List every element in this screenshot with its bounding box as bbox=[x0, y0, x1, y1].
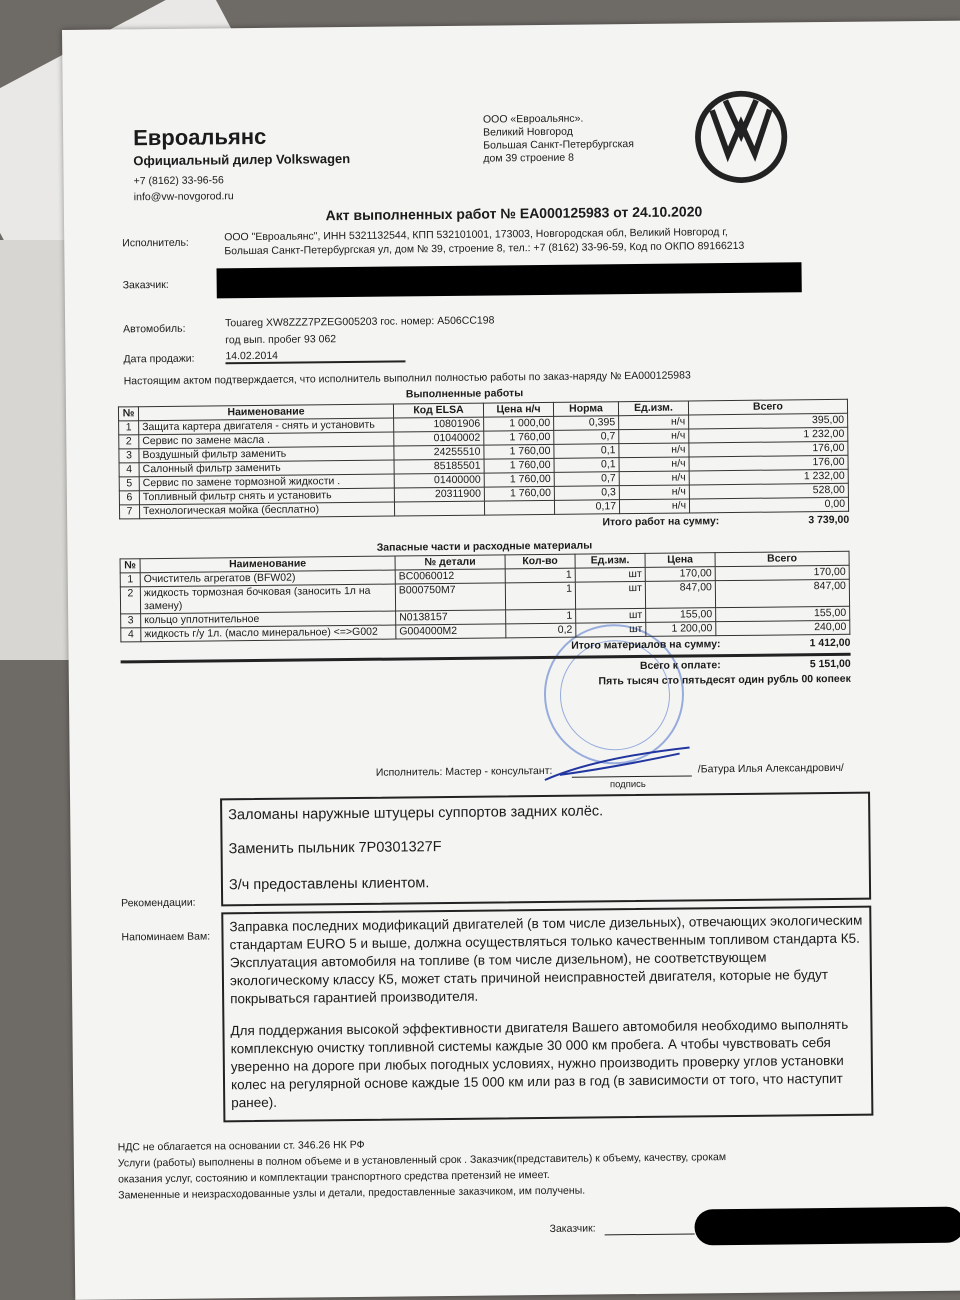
executor-label: Исполнитель: bbox=[122, 236, 189, 250]
company-email: info@vw-novgorod.ru bbox=[133, 190, 234, 204]
address-line: ООО «Евроальянс». bbox=[482, 112, 584, 126]
document-page bbox=[62, 21, 960, 1300]
vw-logo-icon bbox=[693, 88, 790, 185]
underlying-sheet bbox=[0, 240, 70, 660]
column-header: № bbox=[118, 407, 138, 421]
table-cell: 0,3 bbox=[554, 486, 619, 501]
table-cell: 3 bbox=[119, 449, 139, 463]
table-cell: 1 bbox=[120, 573, 140, 587]
table-cell: 4 bbox=[119, 463, 139, 477]
customer-label: Заказчик: bbox=[122, 278, 169, 292]
table-cell bbox=[394, 501, 484, 516]
column-header: Кол-во bbox=[505, 554, 575, 569]
executor-line: Большая Санкт-Петербургская ул, дом № 39, строение 8, тел.: +7 (8162) 33-96-59, Код по ОКПО 89166213 bbox=[224, 239, 745, 258]
company-name: Евроальянс bbox=[133, 123, 267, 151]
dealer-label: Официальный дилер Volkswagen bbox=[133, 150, 351, 169]
footer-line: Замененные и неизрасходованные узлы и детали, предоставленные заказчиком, им получены. bbox=[118, 1184, 586, 1202]
reminder-paragraph: Заправка последних модификаций двигателей (в том числе дизельных), отвечающих экологическим стандартам EURO 5 и выше, должна осуществляться только качественным топливом стандарта К5. Эксплуатация автомобиля на топливе (в том числе дизельном), не соответствующем экологическому классу К5, может стать причиной неисправностей двигателя, которые не будут покрываться гарантией производителя. bbox=[229, 912, 863, 1007]
column-header: Код ELSA bbox=[393, 403, 483, 418]
table-cell: 2 bbox=[120, 587, 140, 614]
footer-line: НДС не облагается на основании ст. 346.26 НК РФ bbox=[117, 1138, 365, 1154]
tables-section bbox=[118, 399, 851, 694]
table-cell: 01400000 bbox=[394, 473, 484, 488]
sale-date-label: Дата продажи: bbox=[123, 352, 195, 366]
executor-signature-label: Исполнитель: Мастер - консультант: bbox=[375, 764, 553, 779]
table-cell: 1 bbox=[506, 609, 576, 624]
table-cell: 20311900 bbox=[394, 487, 484, 502]
grand-total-words: Пять тысяч сто пятьдесят один рубль 00 копеек bbox=[598, 672, 851, 688]
table-cell: 528,00 bbox=[689, 483, 848, 499]
table-cell: Сервис по замене масла . bbox=[139, 432, 394, 449]
recommendation-line: Заломаны наружные штуцеры суппортов задних колёс. bbox=[228, 803, 604, 824]
table-cell: 1 232,00 bbox=[689, 427, 848, 443]
address-line: дом 39 строение 8 bbox=[483, 151, 574, 165]
table-cell: Топливный фильтр снять и установить bbox=[139, 488, 394, 505]
table-cell: 1 200,00 bbox=[646, 622, 716, 637]
grand-total-label: Всего к оплате: bbox=[639, 659, 721, 672]
table-cell: шт bbox=[575, 567, 645, 582]
table-cell: 3 bbox=[121, 614, 141, 628]
recommendations-box bbox=[220, 792, 871, 907]
table-cell: 1 760,00 bbox=[484, 472, 554, 487]
column-header: Всего bbox=[688, 399, 847, 415]
company-address bbox=[483, 112, 634, 166]
address-line: Большая Санкт-Петербургская bbox=[483, 138, 634, 152]
table-cell: шт bbox=[576, 622, 646, 637]
table-cell: кольцо уплотнительное bbox=[141, 611, 396, 628]
table-cell: жидкость тормозная бочковая (заносить 1л на замену) bbox=[140, 584, 395, 614]
column-header: Наименование bbox=[138, 404, 393, 421]
reminder-label: Напоминаем Вам: bbox=[121, 930, 211, 944]
column-header: Ед.изм. bbox=[618, 401, 688, 416]
parts-total-label: Итого материалов на сумму: bbox=[571, 638, 721, 652]
table-cell: 0,17 bbox=[554, 500, 619, 515]
table-cell: 847,00 bbox=[645, 581, 715, 609]
column-header: № детали bbox=[395, 555, 505, 570]
confirmation-text: Настоящим актом подтверждается, что исполнитель выполнил полностью работы по заказ-наряду № ЕА000125983 bbox=[123, 369, 691, 388]
signature-caption: подпись bbox=[609, 778, 646, 791]
table-cell: н/ч bbox=[619, 485, 689, 500]
table-cell: 155,00 bbox=[716, 606, 850, 621]
parts-table bbox=[120, 551, 851, 643]
company-phone: +7 (8162) 33-96-56 bbox=[133, 174, 224, 188]
reminder-paragraph: Для поддержания высокой эффективности двигателя Вашего автомобиля необходимо выполнять комплексную очистку топливной системы каждые 30 000 км пробега. А чтобы чувствовать себя уверенно на дороге при любых погодных условиях, нужно производить проверку углов установки колес на регулярной основе каждые 15 000 км или раз в год (в зависимости от того, что наступит ранее). bbox=[230, 1016, 849, 1111]
table-cell: 1 232,00 bbox=[689, 469, 848, 485]
table-cell: 1 760,00 bbox=[484, 444, 554, 459]
table-cell: 0,7 bbox=[554, 472, 619, 487]
table-cell: жидкость г/у 1л. (масло минеральное) <=>G002 bbox=[141, 625, 396, 642]
table-cell bbox=[484, 500, 554, 515]
works-total-label: Итого работ на сумму: bbox=[602, 515, 720, 529]
table-cell: G004000M2 bbox=[396, 624, 506, 639]
table-cell: 5 bbox=[119, 477, 139, 491]
table-cell: N0138157 bbox=[396, 610, 506, 625]
table-cell: 1 bbox=[505, 568, 575, 583]
address-line: Великий Новгород bbox=[483, 125, 573, 139]
parts-title: Запасные части и расходные материалы bbox=[376, 539, 593, 554]
table-cell: н/ч bbox=[619, 429, 689, 444]
table-cell: 1 760,00 bbox=[484, 458, 554, 473]
customer-signature-line bbox=[605, 1233, 695, 1235]
works-table bbox=[118, 399, 849, 520]
column-header: № bbox=[120, 559, 140, 573]
table-cell: 170,00 bbox=[645, 567, 715, 582]
column-header: Цена bbox=[645, 553, 715, 568]
column-header: Наименование bbox=[140, 556, 395, 573]
table-cell: 01040002 bbox=[394, 431, 484, 446]
table-cell: 4 bbox=[121, 628, 141, 642]
column-header: Норма bbox=[553, 402, 618, 417]
car-label: Автомобиль: bbox=[123, 322, 186, 336]
parts-total: 1 412,00 bbox=[809, 636, 851, 650]
table-cell: н/ч bbox=[619, 499, 689, 514]
footer-line: Услуги (работы) выполнены в полном объеме и в установленный срок . Заказчик(представитель) к объему, качеству, срокам bbox=[117, 1151, 727, 1170]
table-cell: BC0060012 bbox=[395, 569, 505, 584]
table-cell: 0,00 bbox=[689, 497, 848, 513]
table-cell: 2 bbox=[119, 435, 139, 449]
table-cell: шт bbox=[576, 608, 646, 623]
recommendation-line: З/ч предоставлены клиентом. bbox=[228, 875, 430, 894]
table-cell: Очиститель агрегатов (BFW02) bbox=[140, 570, 395, 587]
table-cell: 0,395 bbox=[554, 416, 619, 431]
recommendation-line: Заменить пыльник 7P0301327F bbox=[228, 839, 442, 858]
table-cell: 6 bbox=[119, 491, 139, 505]
table-cell: н/ч bbox=[619, 471, 689, 486]
executor-name: /Батура Илья Александрович/ bbox=[697, 761, 844, 776]
table-cell: 24255510 bbox=[394, 445, 484, 460]
table-cell: 176,00 bbox=[689, 441, 848, 457]
column-header: Цена н/ч bbox=[483, 402, 553, 417]
table-cell: н/ч bbox=[619, 457, 689, 472]
column-header: Ед.изм. bbox=[575, 553, 645, 568]
table-cell: 0,1 bbox=[554, 444, 619, 459]
table-cell: 10801906 bbox=[394, 417, 484, 432]
works-total: 3 739,00 bbox=[808, 513, 850, 527]
table-cell: 0,7 bbox=[554, 430, 619, 445]
table-cell: Защита картера двигателя - снять и установить bbox=[139, 418, 394, 435]
table-cell: 1 760,00 bbox=[484, 486, 554, 501]
recommendations-label: Рекомендации: bbox=[121, 896, 196, 910]
executor-line: ООО "Евроальянс", ИНН 5321132544, КПП 532101001, 173003, Новгородская обл, Великий Новгород г, bbox=[224, 226, 728, 244]
sale-date: 14.02.2014 bbox=[225, 348, 405, 364]
footer-line: оказания услуг, состоянию и комплектации транспортного средства претензий не имеет. bbox=[117, 1168, 550, 1186]
table-cell: 395,00 bbox=[689, 413, 848, 429]
table-cell: 7 bbox=[119, 505, 139, 519]
redacted-customer bbox=[217, 262, 802, 298]
car-info: Touareg XW8ZZZ7PZEG005203 гос. номер: А506СС198 bbox=[225, 314, 495, 330]
table-cell: 240,00 bbox=[716, 620, 850, 635]
table-cell: Сервис по замене тормозной жидкости . bbox=[139, 474, 394, 491]
redacted-customer-signature bbox=[694, 1207, 960, 1246]
table-cell: 170,00 bbox=[715, 565, 849, 580]
footer-notes bbox=[118, 1131, 899, 1203]
table-cell: 1 000,00 bbox=[484, 416, 554, 431]
table-cell: 176,00 bbox=[689, 455, 848, 471]
table-cell: н/ч bbox=[619, 415, 689, 430]
car-year-mileage: год вып. пробег 93 062 bbox=[225, 333, 337, 347]
table-cell: 85185501 bbox=[394, 459, 484, 474]
table-cell: B000750M7 bbox=[395, 583, 505, 611]
table-cell: 1 bbox=[119, 421, 139, 435]
table-cell: 0,2 bbox=[506, 623, 576, 638]
table-cell: Технологическая мойка (бесплатно) bbox=[139, 502, 394, 519]
table-cell: 155,00 bbox=[646, 608, 716, 623]
executor-details bbox=[224, 225, 744, 258]
table-cell: 0,1 bbox=[554, 458, 619, 473]
column-header: Всего bbox=[715, 551, 849, 566]
table-cell: н/ч bbox=[619, 443, 689, 458]
grand-total: 5 151,00 bbox=[809, 657, 851, 671]
table-cell: 1 bbox=[505, 582, 575, 610]
table-cell: Воздушный фильтр заменить bbox=[139, 446, 394, 463]
table-cell: шт bbox=[575, 581, 645, 609]
works-title: Выполненные работы bbox=[405, 387, 524, 401]
reminder-box bbox=[221, 906, 873, 1123]
table-cell: Салонный фильтр заменить bbox=[139, 460, 394, 477]
table-cell: 1 760,00 bbox=[484, 430, 554, 445]
table-cell: 847,00 bbox=[715, 579, 849, 607]
document-title: Акт выполненных работ № ЕА000125983 от 24.10.2020 bbox=[325, 203, 703, 224]
customer-signature-label: Заказчик: bbox=[549, 1222, 596, 1235]
